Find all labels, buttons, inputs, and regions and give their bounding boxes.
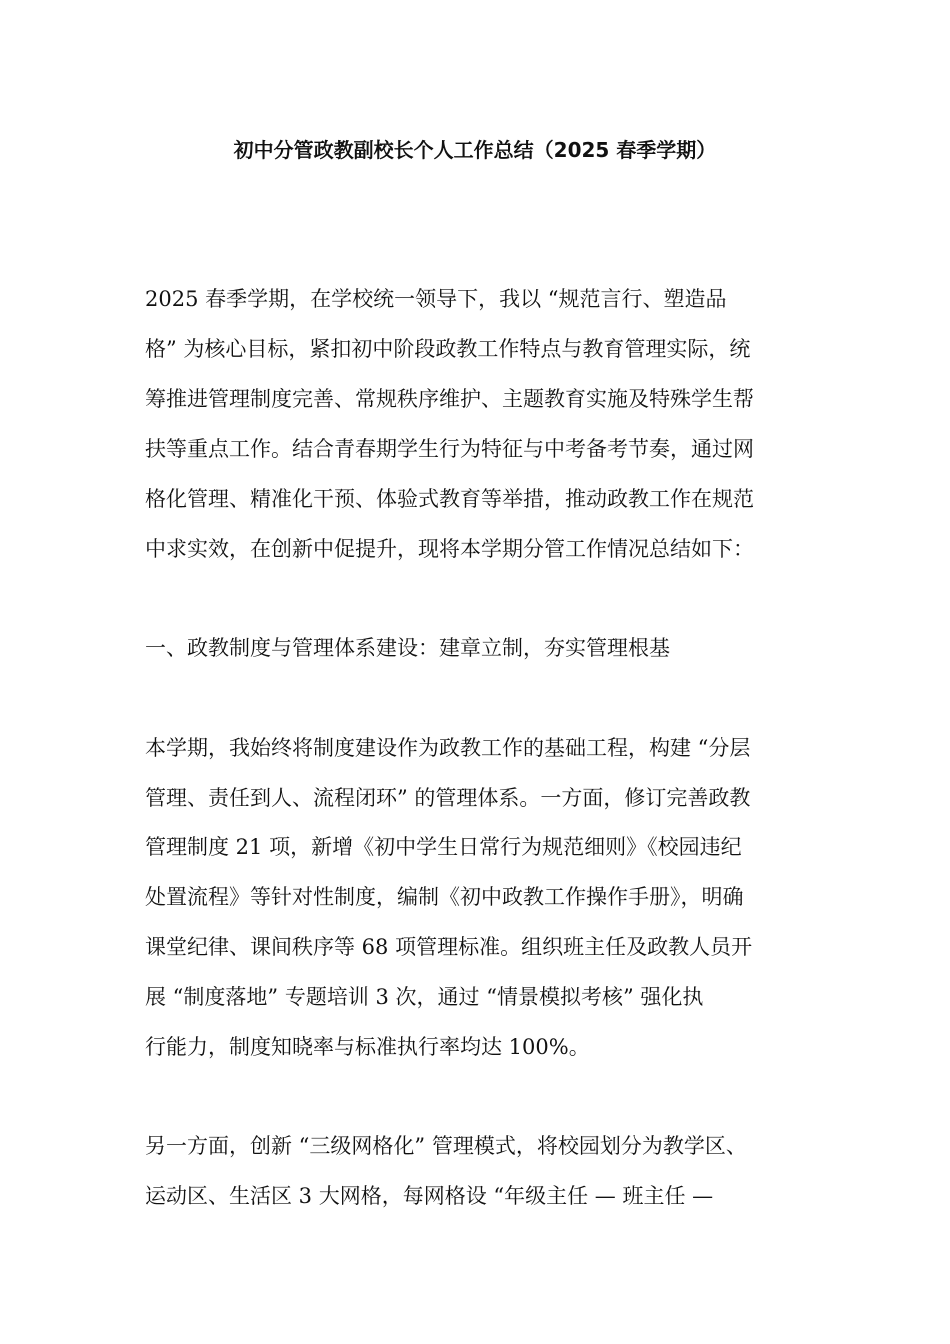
intro-line-1: 2025 春季学期，在学校统一领导下，我以 “规范言行、塑造品	[145, 287, 727, 311]
paragraph-2-line-1: 本学期，我始终将制度建设作为政教工作的基础工程，构建 “分层	[145, 736, 751, 760]
paragraph-2-line-2: 管理、责任到人、流程闭环” 的管理体系。一方面，修订完善政教	[145, 786, 751, 810]
intro-line-2: 格” 为核心目标，紧扣初中阶段政教工作特点与教育管理实际，统	[145, 337, 751, 361]
paragraph-3-line-2: 运动区、生活区 3 大网格，每网格设 “年级主任 — 班主任 —	[145, 1184, 714, 1208]
intro-line-6: 中求实效，在创新中促提升，现将本学期分管工作情况总结如下：	[145, 537, 754, 561]
paragraph-2-line-4: 处置流程》等针对性制度，编制《初中政教工作操作手册》，明确	[145, 885, 744, 909]
paragraph-2-line-5: 课堂纪律、课间秩序等 68 项管理标准。组织班主任及政教人员开	[145, 935, 753, 959]
intro-line-3: 筹推进管理制度完善、常规秩序维护、主题教育实施及特殊学生帮	[145, 387, 754, 411]
section-heading-1: 一、政教制度与管理体系建设：建章立制，夯实管理根基	[145, 636, 670, 660]
intro-line-4: 扶等重点工作。结合青春期学生行为特征与中考备考节奏，通过网	[145, 437, 754, 461]
paragraph-2-line-6: 展 “制度落地” 专题培训 3 次，通过 “情景模拟考核” 强化执	[145, 985, 704, 1009]
paragraph-3-line-1: 另一方面，创新 “三级网格化” 管理模式，将校园划分为教学区、	[145, 1134, 747, 1158]
paragraph-2-line-7: 行能力，制度知晓率与标准执行率均达 100%。	[145, 1035, 590, 1059]
paragraph-2-line-3: 管理制度 21 项，新增《初中学生日常行为规范细则》《校园违纪	[145, 835, 742, 859]
document-title: 初中分管政教副校长个人工作总结（2025 春季学期）	[233, 138, 717, 162]
intro-line-5: 格化管理、精准化干预、体验式教育等举措，推动政教工作在规范	[145, 487, 754, 511]
